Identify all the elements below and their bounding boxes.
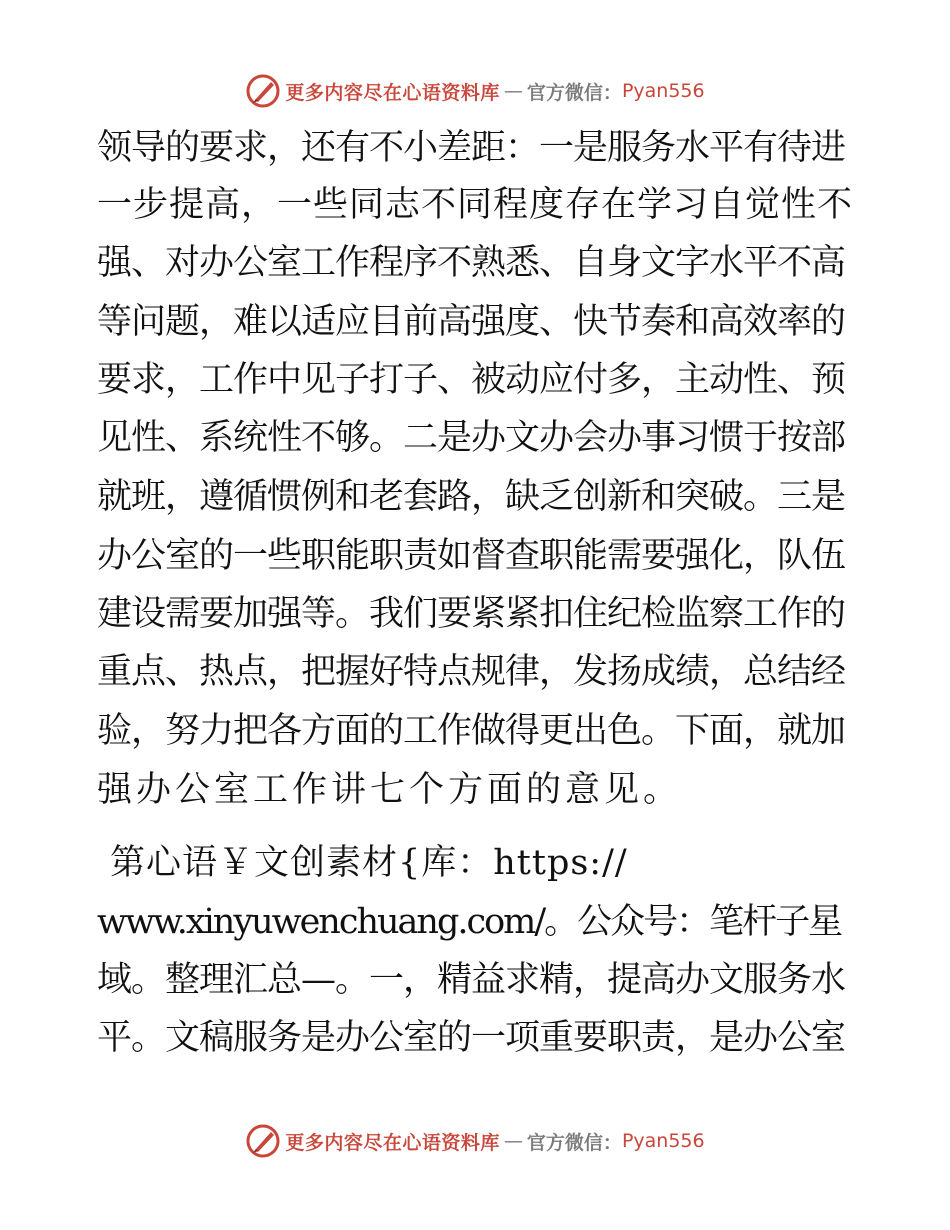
body-line-12: 强办公室工作讲七个方面的意见。 (97, 770, 683, 810)
body-line-3: 强、对办公室工作程序不熟悉、自身文字水平不高 (97, 243, 846, 283)
header-banner-text: 更多内容尽在心语资料库 (285, 81, 500, 104)
body-line-4: 等问题，难以适应目前高强度、快节奏和高效率的 (97, 302, 846, 342)
header-wechat-account: Pyan556 (621, 80, 705, 102)
body-line-6: 见性、系统性不够。二是办文办会办事习惯于按部 (97, 418, 846, 458)
footer-wechat-account: Pyan556 (621, 1130, 705, 1152)
body-line-11: 验，努力把各方面的工作做得更出色。下面，就加 (97, 711, 846, 751)
body-line-15: 域。整理汇总—。一，精益求精，提高办文服务水 (97, 960, 846, 1000)
body-line-9: 建设需要加强等。我们要紧紧扣住纪检监察工作的 (97, 594, 846, 634)
quill-logo-icon (245, 1123, 281, 1159)
footer-dash: — (503, 1130, 523, 1152)
header-banner (0, 71, 950, 111)
body-line-2: 一步提高，一些同志不同程度存在学习自觉性不 (97, 185, 854, 225)
footer-wechat-label: 官方微信： (526, 1131, 622, 1154)
body-line-7: 就班，遵循惯例和老套路，缺乏创新和突破。三是 (97, 477, 846, 517)
body-line-10: 重点、热点，把握好特点规律，发扬成绩，总结经 (97, 652, 846, 692)
body-line-5: 要求，工作中见子打子、被动应付多，主动性、预 (97, 360, 846, 400)
quill-logo-icon (245, 73, 281, 109)
body-line-8: 办公室的一些职能职责如督查职能需要强化，队伍 (97, 536, 846, 576)
footer-banner-text: 更多内容尽在心语资料库 (285, 1131, 500, 1154)
header-wechat-label: 官方微信： (526, 81, 622, 104)
body-line-1: 领导的要求，还有不小差距：一是服务水平有待进 (97, 128, 846, 168)
header-dash: — (503, 80, 523, 102)
body-line-14: www.xinyuwenchuang.com/。公众号：笔杆子星 (97, 902, 842, 942)
body-line-16: 平。文稿服务是办公室的一项重要职责，是办公室 (97, 1018, 846, 1058)
body-line-13: 第心语￥文创素材{库：https:// (110, 843, 628, 883)
footer-banner (0, 1121, 950, 1161)
